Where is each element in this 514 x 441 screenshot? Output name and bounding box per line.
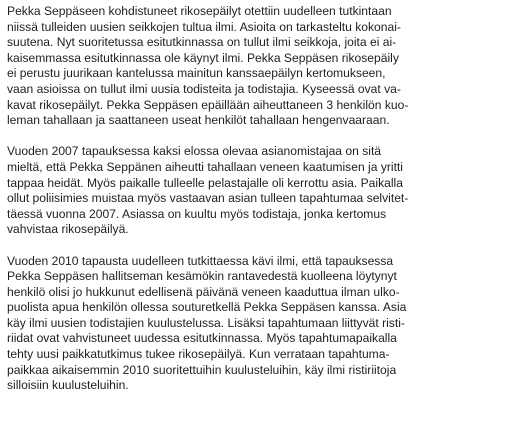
text-line: paikkaa aikaisemmin 2010 suoritettuihin kuulusteluihin, käy ilmi ristiriitoja bbox=[7, 362, 397, 377]
text-line: vaan asioissa on tullut ilmi uusia todisteita ja todistajia. Kyseessä ovat va- bbox=[7, 81, 401, 96]
text-line: tehty uusi paikkatutkimus tukee rikosepäilyä. Kun verrataan tapahtuma- bbox=[7, 347, 390, 362]
text-line: ei perustu juurikaan kantelussa mainitun kanssaepäilyn kertomukseen, bbox=[7, 66, 386, 81]
paragraph-2 bbox=[7, 144, 509, 238]
text-line: silloisiin kuulusteluihin. bbox=[7, 378, 129, 393]
text-line: niissä tulleiden uusien seikkojen tultua ilmi. Asioita on tarkasteltu kokonai- bbox=[7, 19, 401, 34]
document-page bbox=[7, 4, 509, 409]
text-line: Pekka Seppäseen kohdistuneet rikosepäilyt otettiin uudelleen tutkintaan bbox=[7, 4, 392, 18]
text-line: leman tahallaan ja saattaneen useat henkilöt tahallaan hengenvaaraan. bbox=[7, 113, 390, 128]
text-line: suutena. Nyt suoritetussa esitutkinnassa on tullut ilmi seikkoja, joita ei ai- bbox=[7, 35, 397, 50]
text-line: käy ilmi uusien todistajien kuulustelussa. Lisäksi tapahtumaan liittyvät risti- bbox=[7, 315, 405, 330]
text-line: riidat ovat vahvistuneet uudessa esitutkinnassa. Myös tapahtumapaikalla bbox=[7, 331, 397, 346]
text-line: Vuoden 2007 tapauksessa kaksi elossa olevaa asianomistajaa on sitä bbox=[7, 144, 382, 159]
text-line: mieltä, että Pekka Seppänen aiheutti tahallaan veneen kaatumisen ja yritti bbox=[7, 159, 403, 174]
text-line: Pekka Seppäsen hallitseman kesämökin rantavedestä kuolleena löytynyt bbox=[7, 269, 397, 284]
text-line: kaisemmassa esitutkinnassa ole käynyt ilmi. Pekka Seppäsen rikosepäily bbox=[7, 50, 399, 65]
text-line: kavat rikosepäilyt. Pekka Seppäsen epäillään aiheuttaneen 3 henkilön kuo- bbox=[7, 97, 409, 112]
text-line: vahvistaa rikosepäilyä. bbox=[7, 222, 129, 237]
text-line: täessä vuonna 2007. Asiassa on kuultu myös todistaja, jonka kertomus bbox=[7, 206, 387, 221]
text-line: puolista apua henkilön ollessa souturetkellä Pekka Seppäsen kanssa. Asia bbox=[7, 300, 407, 315]
text-line: ollut poliisimies muistaa myös vastaavan asian tulleen tapahtumaa selvitet- bbox=[7, 191, 409, 206]
text-line: Vuoden 2010 tapausta uudelleen tutkittaessa kävi ilmi, että tapauksessa bbox=[7, 253, 394, 268]
text-line: henkilö olisi jo hukkunut edellisenä päivänä veneen kaaduttua ilman ulko- bbox=[7, 284, 400, 299]
paragraph-1 bbox=[7, 4, 509, 129]
text-line: tappaa heidät. Myös paikalle tulleelle pelastajalle oli kerrottu asia. Paikalla bbox=[7, 175, 403, 190]
paragraph-3 bbox=[7, 254, 509, 394]
